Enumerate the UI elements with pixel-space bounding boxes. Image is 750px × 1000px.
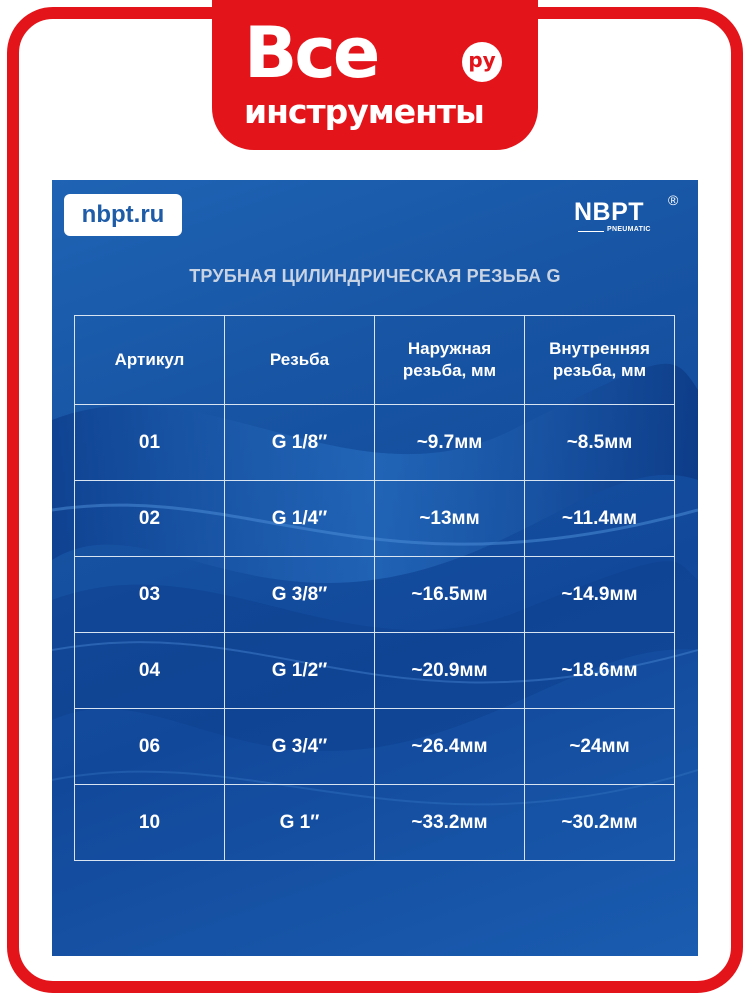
cell-article: 04 xyxy=(75,633,225,709)
cell-inner: ~24мм xyxy=(525,709,675,785)
table-row xyxy=(75,481,675,557)
page-title: ТРУБНАЯ ЦИЛИНДРИЧЕСКАЯ РЕЗЬБА G xyxy=(189,266,561,286)
table-row xyxy=(75,633,675,709)
cell-inner: ~18.6мм xyxy=(525,633,675,709)
cell-inner: ~14.9мм xyxy=(525,557,675,633)
store-logo-line2: инструменты xyxy=(244,92,484,131)
cell-outer: ~9.7мм xyxy=(375,405,525,481)
cell-thread: G 1/4″ xyxy=(225,481,375,557)
cell-article: 02 xyxy=(75,481,225,557)
table-row xyxy=(75,405,675,481)
table-row xyxy=(75,785,675,861)
cell-article: 06 xyxy=(75,709,225,785)
cell-article: 03 xyxy=(75,557,225,633)
header-article: Артикул xyxy=(75,316,225,405)
brand-logo: NBPT xyxy=(574,198,645,226)
brand-divider xyxy=(578,231,604,232)
thread-spec-table xyxy=(74,315,675,861)
cell-thread: G 3/8″ xyxy=(225,557,375,633)
cell-outer: ~33.2мм xyxy=(375,785,525,861)
store-logo-badge: ру xyxy=(462,42,502,82)
table-row xyxy=(75,557,675,633)
header-outer-diameter: Наружная резьба, мм xyxy=(375,316,525,405)
table-row xyxy=(75,709,675,785)
cell-thread: G 1/2″ xyxy=(225,633,375,709)
cell-outer: ~20.9мм xyxy=(375,633,525,709)
cell-thread: G 1″ xyxy=(225,785,375,861)
header-inner-diameter: Внутренняя резьба, мм xyxy=(525,316,675,405)
site-link-badge[interactable]: nbpt.ru xyxy=(64,194,182,236)
store-logo-line1: Все xyxy=(244,12,378,94)
cell-inner: ~30.2мм xyxy=(525,785,675,861)
brand-tagline: PNEUMATIC xyxy=(607,226,651,233)
cell-outer: ~16.5мм xyxy=(375,557,525,633)
cell-inner: ~8.5мм xyxy=(525,405,675,481)
cell-article: 01 xyxy=(75,405,225,481)
cell-outer: ~26.4мм xyxy=(375,709,525,785)
cell-inner: ~11.4мм xyxy=(525,481,675,557)
product-info-panel xyxy=(52,180,698,956)
header-thread: Резьба xyxy=(225,316,375,405)
table-header-row xyxy=(75,316,675,405)
cell-outer: ~13мм xyxy=(375,481,525,557)
cell-thread: G 1/8″ xyxy=(225,405,375,481)
registered-mark: ® xyxy=(668,192,679,208)
cell-article: 10 xyxy=(75,785,225,861)
cell-thread: G 3/4″ xyxy=(225,709,375,785)
